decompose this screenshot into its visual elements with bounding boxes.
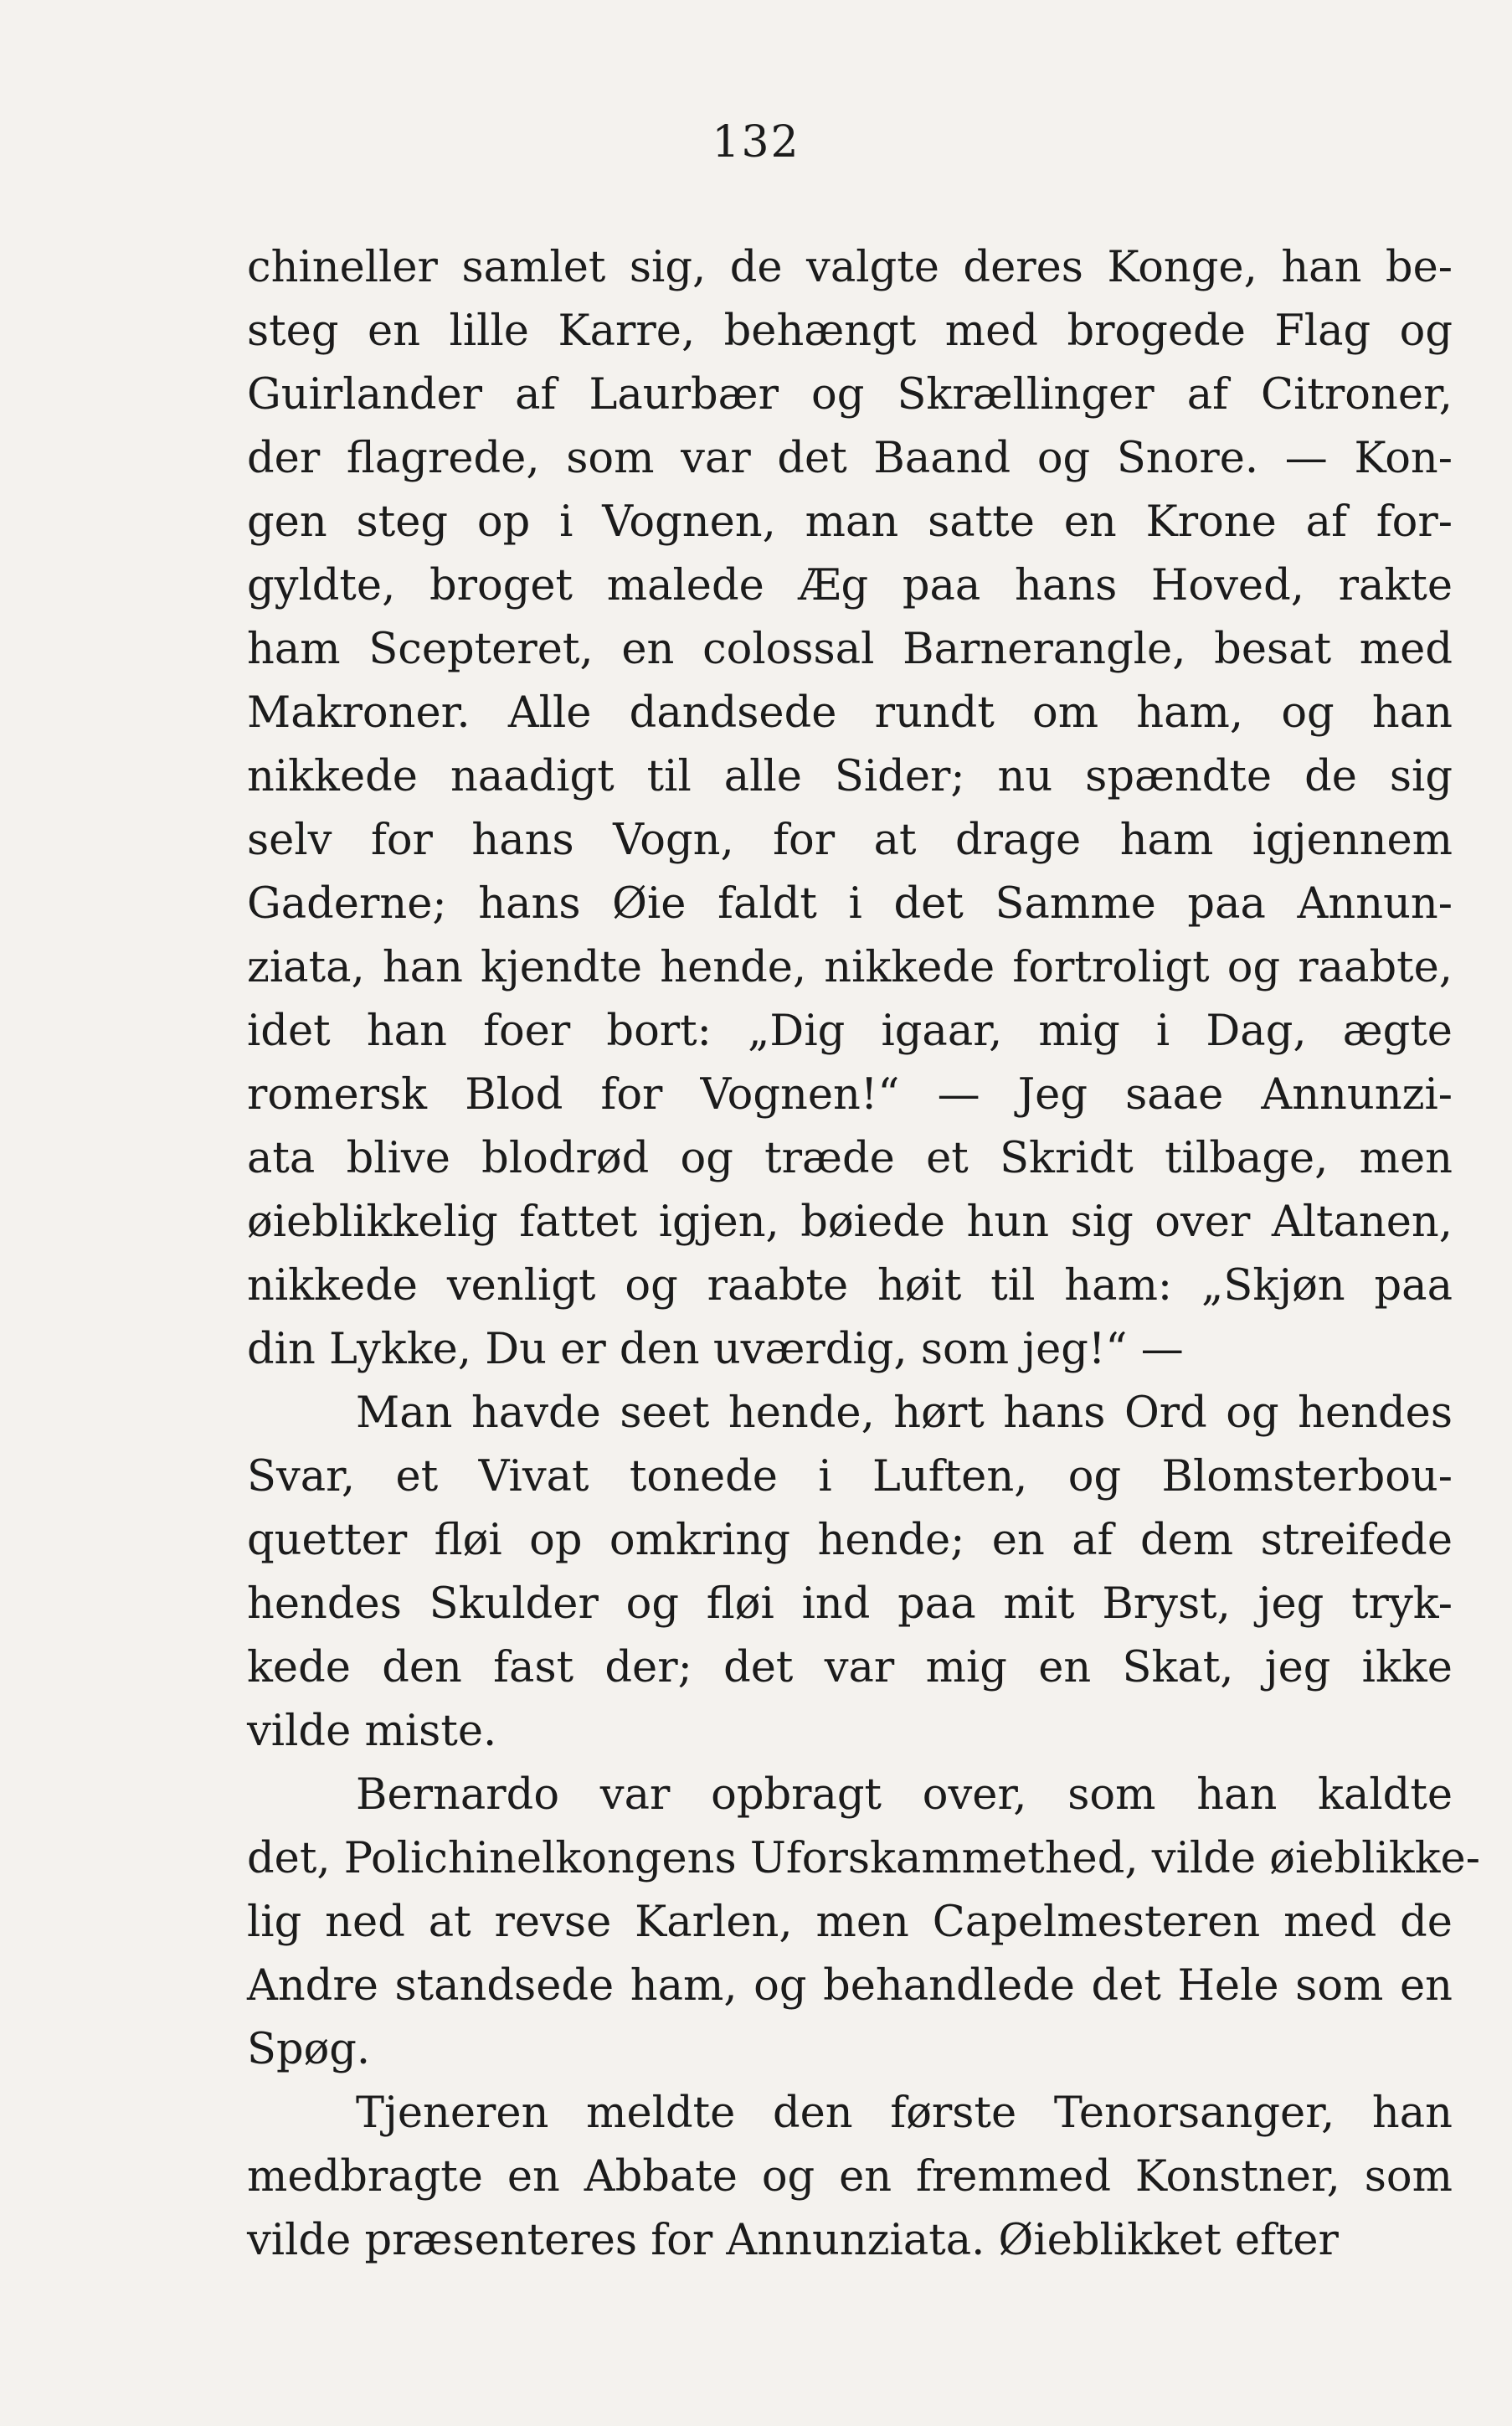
- text-line: Andre standsede ham, og behandlede det Hele som en: [247, 1961, 1453, 2011]
- paragraph: [247, 1764, 1480, 2082]
- text-line: Makroner. Alle dandsede rundt om ham, og han: [247, 688, 1453, 738]
- text-line: din Lykke, Du er den uværdig, som jeg!“ —: [247, 1325, 1184, 1374]
- text-line: idet han foer bort: „Dig igaar, mig i Dag, ægte: [247, 1007, 1453, 1056]
- paragraph: [247, 2082, 1453, 2273]
- text-line: Guirlander af Laurbær og Skrællinger af Citroner,: [247, 370, 1453, 420]
- text-line: lig ned at revse Karlen, men Capelmesteren med de: [247, 1898, 1453, 1947]
- text-line: romersk Blod for Vognen!“ — Jeg saae Annunzi-: [247, 1070, 1453, 1120]
- text-line: det, Polichinelkongens Uforskammethed, vilde øieblikke-: [247, 1834, 1480, 1883]
- page-number: 132: [712, 117, 800, 167]
- text-line: Spøg.: [247, 2025, 371, 2074]
- text-line: steg en lille Karre, behængt med brogede Flag og: [247, 306, 1453, 356]
- text-line: Bernardo var opbragt over, som han kaldte: [356, 1770, 1453, 1820]
- text-line: ham Scepteret, en colossal Barnerangle, besat med: [247, 625, 1453, 674]
- text-line: Svar, et Vivat tonede i Luften, og Blomsterbou-: [247, 1452, 1453, 1501]
- text-line: Gaderne; hans Øie faldt i det Samme paa Annun-: [247, 879, 1453, 929]
- text-line: nikkede naadigt til alle Sider; nu spændte de sig: [247, 752, 1453, 801]
- text-line: ziata, han kjendte hende, nikkede fortroligt og raabte,: [247, 943, 1453, 992]
- text-line: selv for hans Vogn, for at drage ham igjennem: [247, 816, 1453, 865]
- text-line: vilde præsenteres for Annunziata. Øieblikket efter: [247, 2216, 1339, 2265]
- text-line: Tjeneren meldte den første Tenorsanger, han: [356, 2089, 1453, 2138]
- text-line: øieblikkelig fattet igjen, bøiede hun sig over Altanen,: [247, 1198, 1453, 1247]
- text-line: nikkede venligt og raabte høit til ham: „Skjøn paa: [247, 1261, 1453, 1311]
- paragraph: [247, 236, 1453, 1382]
- text-line: chineller samlet sig, de valgte deres Konge, han be-: [247, 243, 1453, 292]
- body-text: [247, 236, 1480, 2273]
- text-line: gen steg op i Vognen, man satte en Krone af for-: [247, 497, 1453, 547]
- text-line: Man havde seet hende, hørt hans Ord og hendes: [356, 1388, 1453, 1438]
- text-line: kede den fast der; det var mig en Skat, jeg ikke: [247, 1643, 1453, 1692]
- text-line: medbragte en Abbate og en fremmed Konstner, som: [247, 2152, 1453, 2202]
- text-line: ata blive blodrød og træde et Skridt tilbage, men: [247, 1134, 1453, 1183]
- text-line: vilde miste.: [247, 1707, 497, 1756]
- text-line: quetter fløi op omkring hende; en af dem streifede: [247, 1516, 1453, 1565]
- text-line: hendes Skulder og fløi ind paa mit Bryst, jeg tryk-: [247, 1579, 1453, 1629]
- text-line: der flagrede, som var det Baand og Snore. — Kon-: [247, 434, 1453, 483]
- text-line: gyldte, broget malede Æg paa hans Hoved, rakte: [247, 561, 1453, 610]
- paragraph: [247, 1382, 1453, 1764]
